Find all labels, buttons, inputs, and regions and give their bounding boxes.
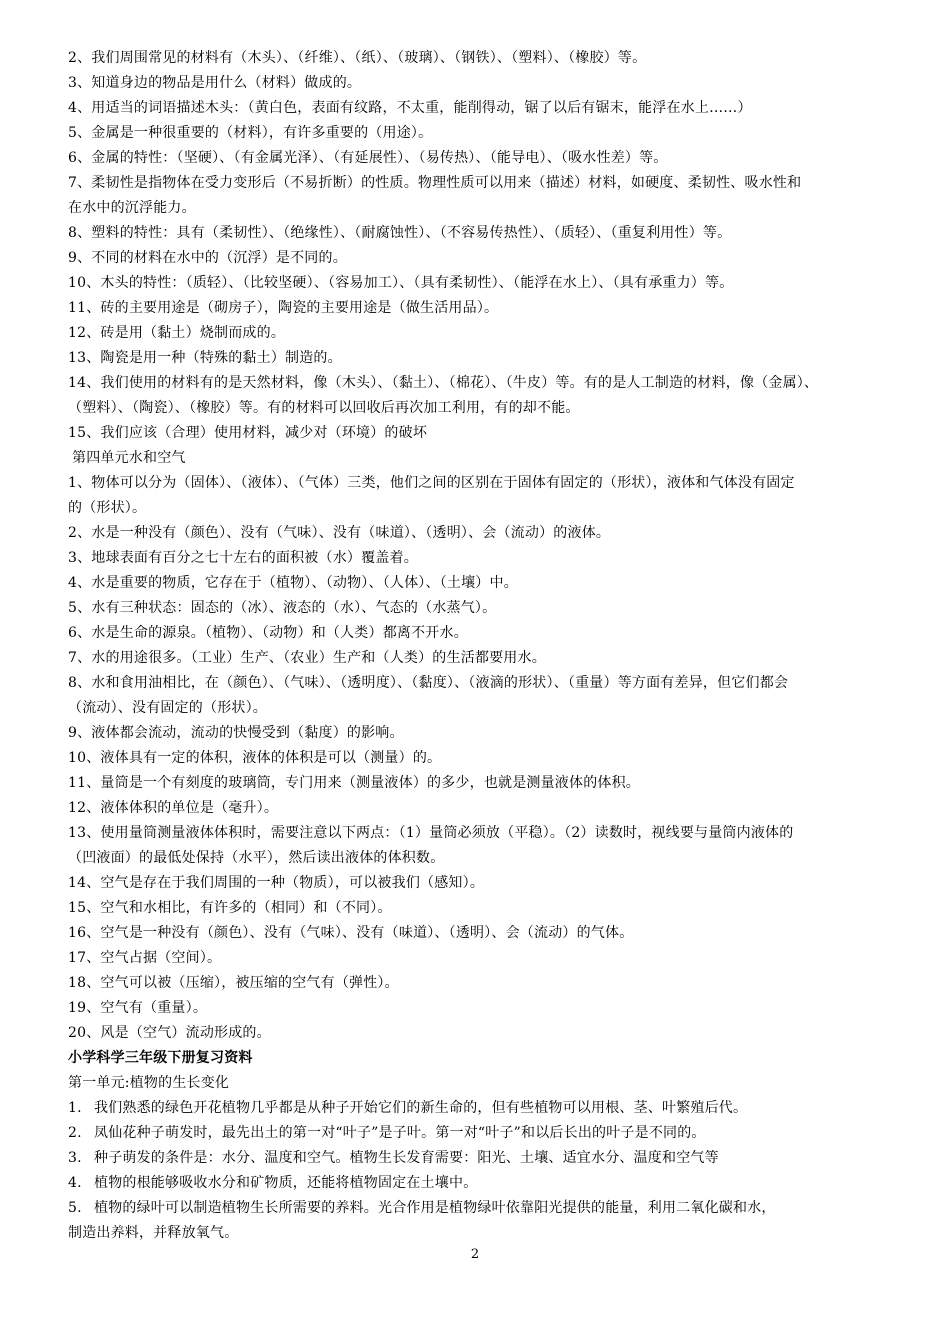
list-item [68, 1171, 888, 1196]
text-line: 1、物体可以分为（固体）、（液体）、（气体）三类，他们之间的区别在于固体有固定的（形状），液体和气体没有固定 [68, 475, 795, 491]
text-line: 7、柔韧性是指物体在受力变形后（不易折断）的性质。物理性质可以用来（描述）材料，如硬度、柔韧性、吸水性和 [68, 175, 802, 191]
text-line: 2、水是一种没有（颜色）、没有（气味）、没有（味道）、（透明）、会（流动）的液体。 [68, 525, 611, 541]
list-item-number: 5. [68, 1200, 82, 1216]
text-line: 15、空气和水相比，有许多的（相同）和（不同）。 [68, 900, 392, 916]
section-title: 第四单元水和空气 [72, 450, 186, 466]
text-line: 15、我们应该（合理）使用材料，减少对（环境）的破坏 [68, 425, 428, 441]
text-line: 12、液体体积的单位是（毫升）。 [68, 800, 279, 816]
text-line: 8、塑料的特性：具有（柔韧性）、（绝缘性）、（耐腐蚀性）、（不容易传热性）、（质轻）、（重复利用性）等。 [68, 225, 732, 241]
list-item-text: 凤仙花种子萌发时，最先出土的第一对“叶子”是子叶。第一对“叶子”和以后长出的叶子是不同的。 [94, 1125, 706, 1141]
text-line: 9、不同的材料在水中的（沉浮）是不同的。 [68, 250, 347, 266]
list-item-number: 3. [68, 1150, 82, 1166]
list-item-text: 植物的根能够吸收水分和矿物质，还能将植物固定在土壤中。 [94, 1175, 478, 1191]
numbered-list [68, 1096, 888, 1246]
text-line: 4、用适当的词语描述木头：（黄白色，表面有纹路，不太重，能削得动，锯了以后有锯末，能浮在水上……） [68, 100, 752, 116]
text-line: 2、我们周围常见的材料有（木头）、（纤维）、（纸）、（玻璃）、（钢铁）、（塑料）、（橡胶）等。 [68, 50, 647, 66]
text-line: 14、空气是存在于我们周围的一种（物质），可以被我们（感知）。 [68, 875, 485, 891]
text-line: 9、液体都会流动，流动的快慢受到（黏度）的影响。 [68, 725, 404, 741]
text-line: 的（形状）。 [68, 500, 147, 516]
document-body [68, 46, 888, 1246]
text-line: 14、我们使用的材料有的是天然材料，像（木头）、（黏土）、（棉花）、（牛皮）等。有的是人工制造的材料，像（金属）、 [68, 375, 819, 391]
text-line: 13、陶瓷是用一种（特殊的黏土）制造的。 [68, 350, 342, 366]
list-item-text: 制造出养料，并释放氧气。 [68, 1225, 239, 1241]
text-line: 3、知道身边的物品是用什么（材料）做成的。 [68, 75, 362, 91]
text-line: 13、使用量筒测量液体体积时，需要注意以下两点：（1）量筒必须放（平稳）。（2）读数时，视线要与量筒内液体的 [68, 825, 794, 841]
text-line: 17、空气占据（空间）。 [68, 950, 222, 966]
list-item [68, 1146, 888, 1171]
list-item-text: 种子萌发的条件是：水分、温度和空气。植物生长发育需要：阳光、土壤、适宜水分、温度和空气等 [94, 1150, 719, 1166]
text-line: 5、水有三种状态：固态的（冰）、液态的（水）、气态的（水蒸气）。 [68, 600, 497, 616]
list-item [68, 1221, 888, 1246]
list-item [68, 1196, 888, 1221]
text-line: 6、金属的特性：（坚硬）、（有金属光泽）、（有延展性）、（易传热）、（能导电）、（吸水性差）等。 [68, 150, 668, 166]
page-number: 2 [470, 1247, 480, 1262]
text-line: （凹液面）的最低处保持（水平），然后读出液体的体积数。 [68, 850, 445, 866]
unit-title: 第一单元:植物的生长变化 [68, 1075, 230, 1091]
list-item [68, 1121, 888, 1146]
text-line: 16、空气是一种没有（颜色）、没有（气味）、没有（味道）、（透明）、会（流动）的气体。 [68, 925, 634, 941]
list-item-text: 我们熟悉的绿色开花植物几乎都是从种子开始它们的新生命的，但有些植物可以用根、茎、叶繁殖后代。 [94, 1100, 748, 1116]
text-line: 11、砖的主要用途是（砌房子），陶瓷的主要用途是（做生活用品）。 [68, 300, 499, 316]
text-line: 19、空气有（重量）。 [68, 1000, 208, 1016]
list-item-number: 4. [68, 1175, 82, 1191]
text-line: 3、地球表面有百分之七十左右的面积被（水）覆盖着。 [68, 550, 418, 566]
document-heading: 小学科学三年级下册复习资料 [68, 1050, 253, 1066]
text-line: 6、水是生命的源泉。（植物）、（动物）和（人类）都离不开水。 [68, 625, 468, 641]
review-lines [68, 46, 888, 1046]
list-item-number: 2. [68, 1125, 82, 1141]
text-line: 10、液体具有一定的体积，液体的体积是可以（测量）的。 [68, 750, 442, 766]
list-item-number: 1. [68, 1100, 82, 1116]
list-item [68, 1096, 888, 1121]
text-line: 20、风是（空气）流动形成的。 [68, 1025, 271, 1041]
text-line: （流动）、没有固定的（形状）。 [68, 700, 267, 716]
list-item-text: 植物的绿叶可以制造植物生长所需要的养料。光合作用是植物绿叶依靠阳光提供的能量，利用二氧化碳和水， [94, 1200, 776, 1216]
text-line: 7、水的用途很多。（工业）生产、（农业）生产和（人类）的生活都要用水。 [68, 650, 546, 666]
text-line: （塑料）、（陶瓷）、（橡胶）等。有的材料可以回收后再次加工利用，有的却不能。 [68, 400, 580, 416]
text-line: 18、空气可以被（压缩），被压缩的空气有（弹性）。 [68, 975, 399, 991]
text-line: 5、金属是一种很重要的（材料），有许多重要的（用途）。 [68, 125, 433, 141]
text-line: 11、量筒是一个有刻度的玻璃筒，专门用来（测量液体）的多少，也就是测量液体的体积。 [68, 775, 641, 791]
text-line: 在水中的沉浮能力。 [68, 200, 196, 216]
text-line: 10、木头的特性：（质轻）、（比较坚硬）、（容易加工）、（具有柔韧性）、（能浮在水上）、（具有承重力）等。 [68, 275, 734, 291]
text-line: 4、水是重要的物质，它存在于（植物）、（动物）、（人体）、（土壤）中。 [68, 575, 518, 591]
text-line: 12、砖是用（黏土）烧制而成的。 [68, 325, 286, 341]
text-line: 8、水和食用油相比，在（颜色）、（气味）、（透明度）、（黏度）、（液滴的形状）、（重量）等方面有差异，但它们都会 [68, 675, 789, 691]
